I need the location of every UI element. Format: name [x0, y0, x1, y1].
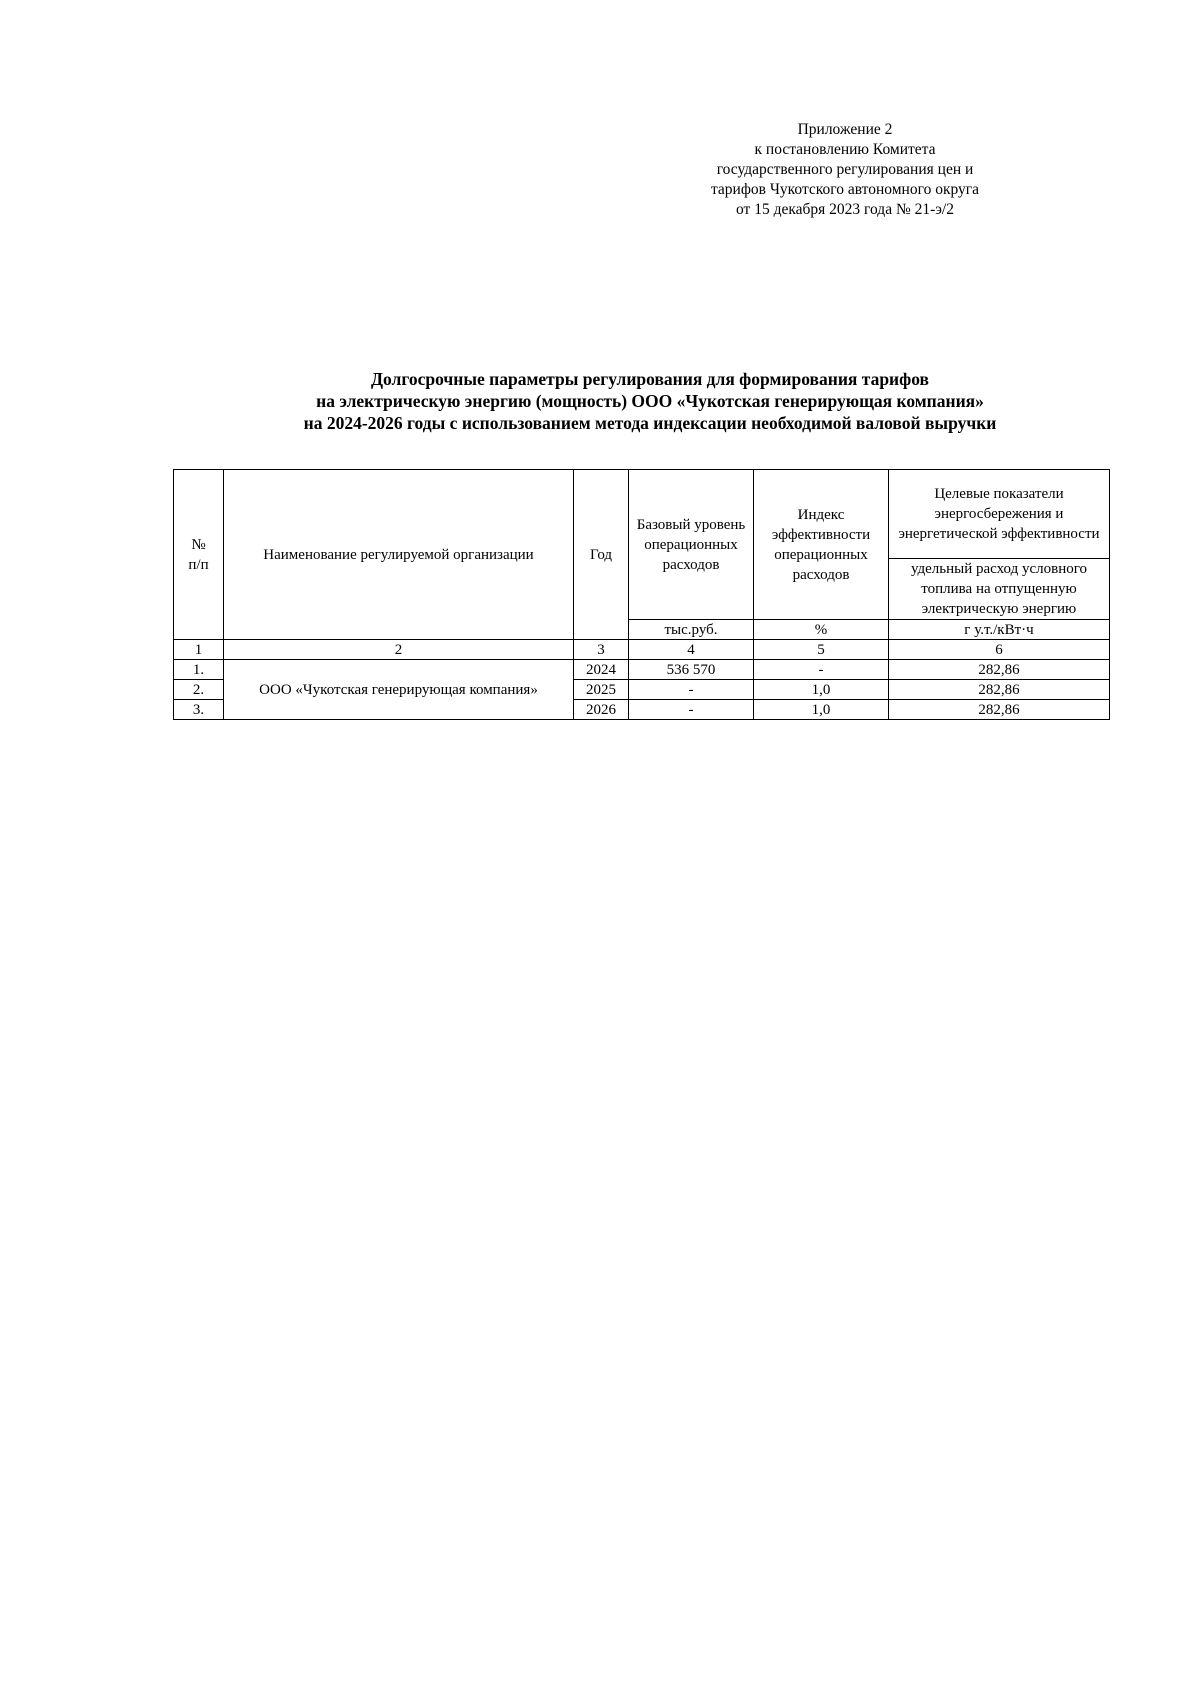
header-base-cost: Базовый уровень операционных расходов — [629, 470, 754, 620]
unit-base-cost: тыс.руб. — [629, 620, 754, 640]
row-year: 2025 — [574, 680, 629, 700]
title-line-1: Долгосрочные параметры регулирования для формирования тарифов — [370, 369, 930, 389]
header-num-line-2: п/п — [188, 556, 209, 573]
row-index: 1,0 — [754, 700, 889, 720]
row-year: 2026 — [574, 700, 629, 720]
appendix-line-2: к постановлению Комитета — [754, 141, 936, 158]
header-year: Год — [574, 470, 629, 640]
header-row-1 — [174, 470, 1110, 559]
header-targets: Целевые показатели энергосбережения и энергетической эффективности — [889, 470, 1110, 559]
row-number: 2. — [174, 680, 224, 700]
row-fuel: 282,86 — [889, 680, 1110, 700]
column-number: 2 — [224, 640, 574, 660]
unit-fuel: г у.т./кВт·ч — [889, 620, 1110, 640]
column-number: 3 — [574, 640, 629, 660]
row-fuel: 282,86 — [889, 660, 1110, 680]
document-title — [100, 368, 1200, 434]
column-number: 4 — [629, 640, 754, 660]
row-number: 3. — [174, 700, 224, 720]
parameters-table — [173, 469, 1110, 720]
appendix-line-5: от 15 декабря 2023 года № 21-э/2 — [736, 201, 954, 218]
header-fuel: удельный расход условного топлива на отпущенную электрическую энергию — [889, 559, 1110, 620]
column-number: 6 — [889, 640, 1110, 660]
column-number: 5 — [754, 640, 889, 660]
row-base-cost: - — [629, 680, 754, 700]
appendix-block — [690, 120, 1000, 220]
row-year: 2024 — [574, 660, 629, 680]
column-number: 1 — [174, 640, 224, 660]
row-index: 1,0 — [754, 680, 889, 700]
row-base-cost: - — [629, 700, 754, 720]
row-fuel: 282,86 — [889, 700, 1110, 720]
header-organization: Наименование регулируемой организации — [224, 470, 574, 640]
appendix-line-3: государственного регулирования цен и — [716, 161, 974, 178]
unit-index: % — [754, 620, 889, 640]
header-num — [174, 470, 224, 640]
column-number-row — [174, 640, 1110, 660]
title-line-2: на электрическую энергию (мощность) ООО «Чукотская генерирующая компания» — [316, 391, 984, 411]
row-number: 1. — [174, 660, 224, 680]
header-num-line-1: № — [191, 536, 206, 553]
organization-name: ООО «Чукотская генерирующая компания» — [224, 660, 574, 720]
appendix-line-4: тарифов Чукотского автономного округа — [710, 181, 980, 198]
table-row — [174, 660, 1110, 680]
title-line-3: на 2024-2026 годы с использованием метода индексации необходимой валовой выручки — [303, 413, 997, 433]
appendix-line-1: Приложение 2 — [797, 121, 893, 138]
header-index: Индекс эффективности операционных расходов — [754, 470, 889, 620]
row-base-cost: 536 570 — [629, 660, 754, 680]
row-index: - — [754, 660, 889, 680]
